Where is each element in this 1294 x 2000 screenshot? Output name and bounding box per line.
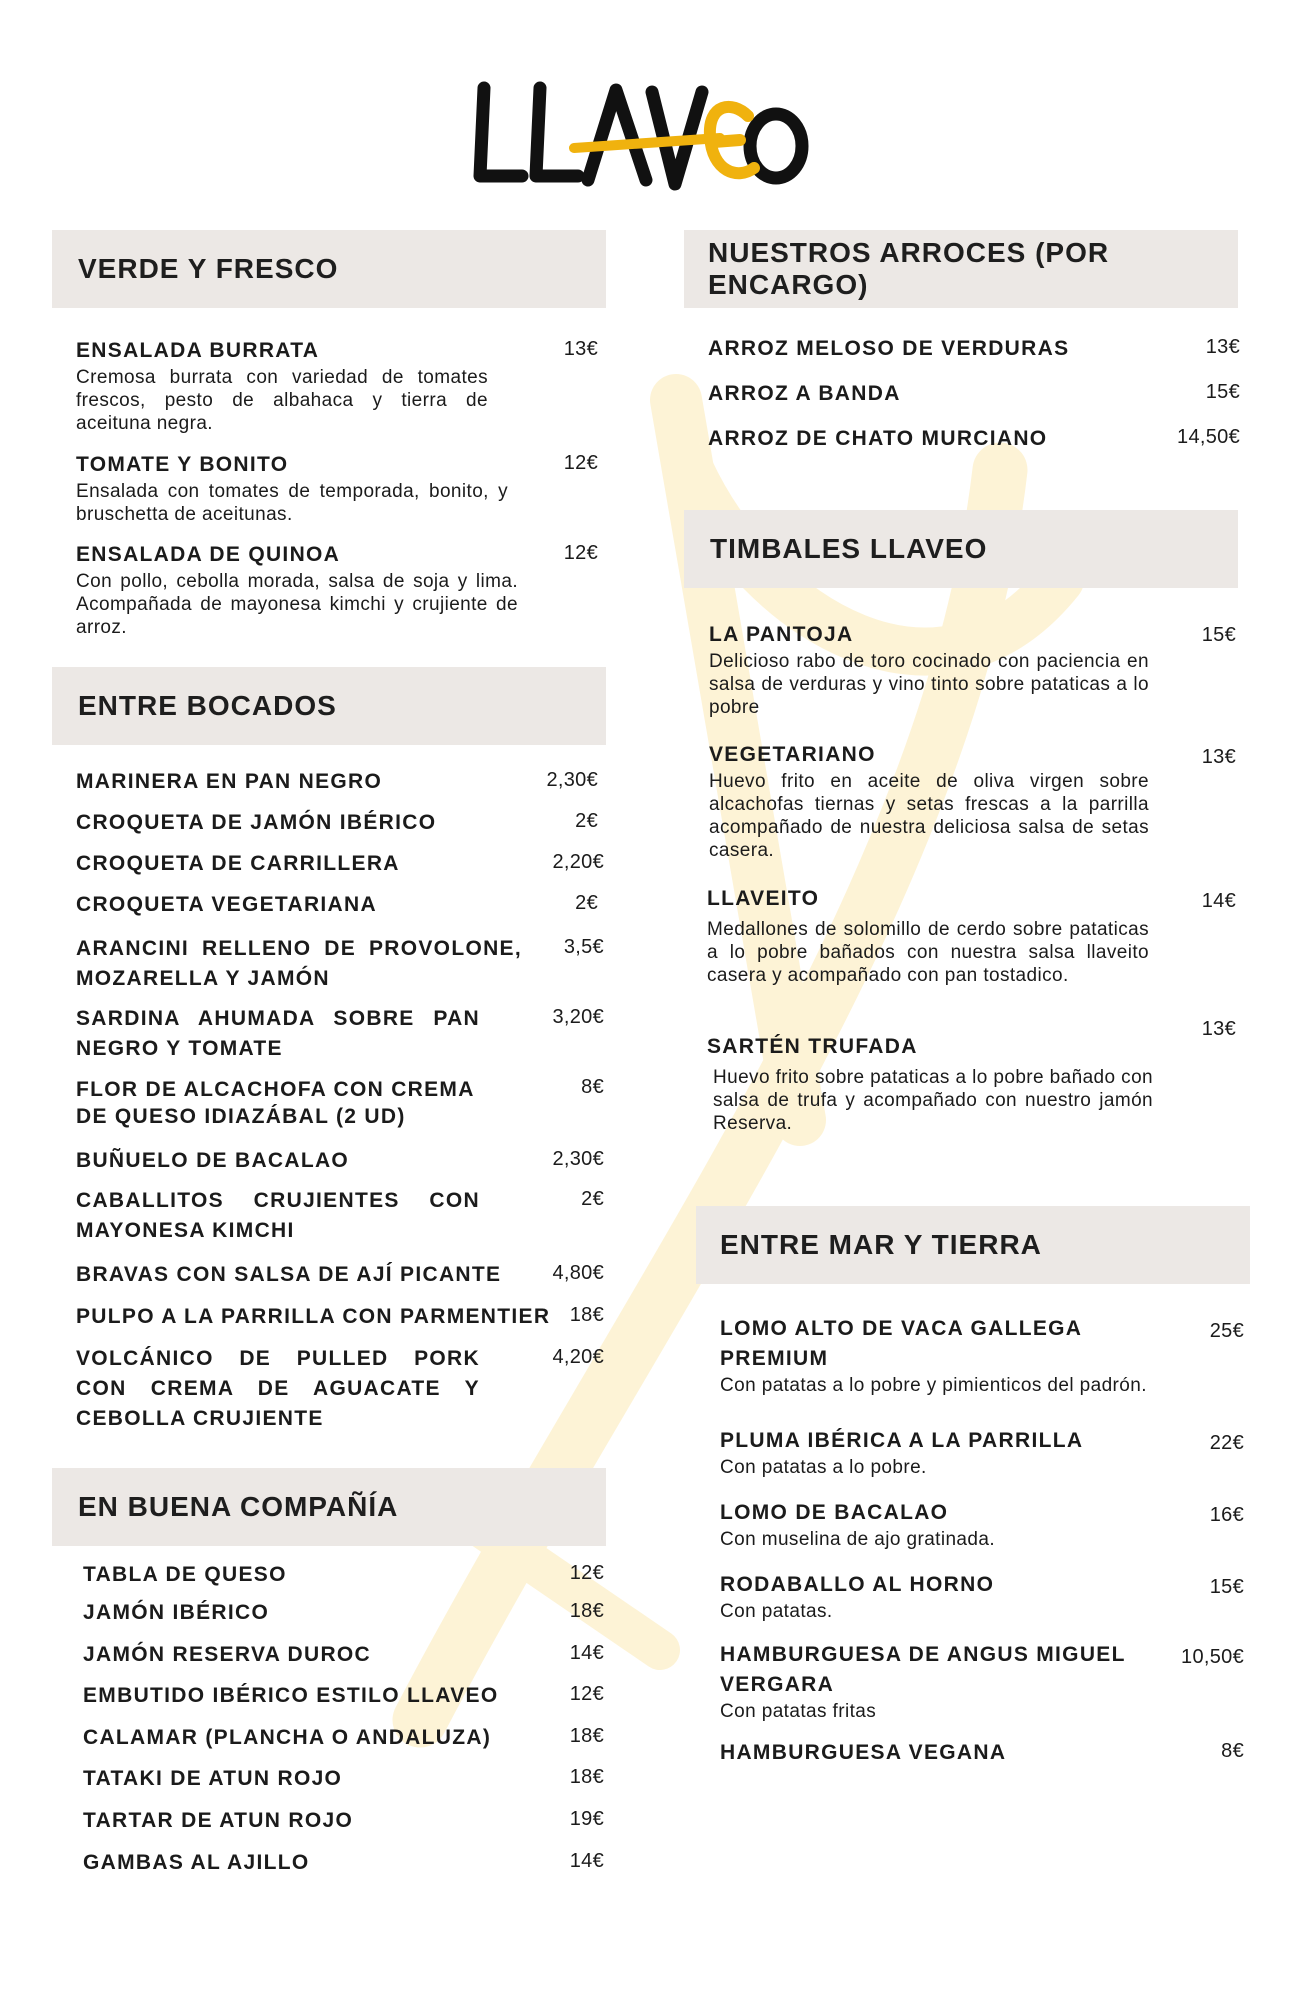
menu-item — [76, 540, 518, 639]
menu-item-name: CALAMAR (PLANCHA O ANDALUZA) — [83, 1726, 492, 1749]
menu-item-name: BUÑUELO DE BACALAO — [76, 1149, 350, 1172]
menu-item-name: TATAKI DE ATUN ROJO — [83, 1767, 343, 1790]
item-name: ENSALADA BURRATA — [76, 339, 320, 362]
section-header-arroces: NUESTROS ARROCES (POR ENCARGO) — [684, 230, 1238, 308]
item-price: 8€ — [1221, 1740, 1244, 1762]
item-price: 2,30€ — [552, 1148, 604, 1170]
section-header-verde: VERDE Y FRESCO — [52, 230, 606, 308]
item-price: 2,20€ — [552, 851, 604, 873]
item-price: 12€ — [569, 1683, 604, 1705]
menu-item-name: ARROZ DE CHATO MURCIANO — [708, 427, 1048, 450]
item-name: TOMATE Y BONITO — [76, 453, 289, 476]
item-description: Con patatas. — [720, 1601, 833, 1622]
menu-item-name: EMBUTIDO IBÉRICO ESTILO LLAVEO — [83, 1684, 499, 1707]
item-name: LLAVEITO — [707, 887, 820, 910]
item-price: 2€ — [575, 892, 598, 914]
item-description: Con patatas fritas — [720, 1701, 877, 1722]
menu-item-name: CROQUETA DE JAMÓN IBÉRICO — [76, 811, 437, 834]
item-price: 2€ — [575, 810, 598, 832]
menu-item — [707, 884, 1149, 987]
item-name: PLUMA IBÉRICA A LA PARRILLA — [720, 1429, 1084, 1452]
menu-item — [720, 1640, 1162, 1723]
item-price: 3,5€ — [563, 936, 604, 958]
item-description: Con pollo, cebolla morada, salsa de soja y lima. Acompañada de mayonesa kimchi y crujiente de arroz. — [76, 571, 518, 638]
menu-item-name: GAMBAS AL AJILLO — [83, 1851, 310, 1874]
section-header-compania: EN BUENA COMPAÑÍA — [52, 1468, 606, 1546]
item-name: RODABALLO AL HORNO — [720, 1573, 995, 1596]
item-price: 18€ — [569, 1600, 604, 1622]
item-price: 16€ — [1209, 1504, 1244, 1526]
menu-item-name: CABALLITOS CRUJIENTES CON MAYONESA KIMCHI — [76, 1189, 480, 1242]
menu-item-name: TARTAR DE ATUN ROJO — [83, 1809, 354, 1832]
menu-item — [709, 740, 1149, 862]
item-name: LA PANTOJA — [709, 623, 854, 646]
menu-item-name: HAMBURGUESA VEGANA — [720, 1741, 1007, 1764]
menu-item — [707, 1032, 1153, 1135]
section-header-timbales: TIMBALES LLAVEO — [684, 510, 1238, 588]
item-description: Delicioso rabo de toro cocinado con paciencia en salsa de verduras y vino tinto sobre pataticas a lo pobre — [709, 651, 1149, 718]
menu-item — [720, 1426, 1162, 1479]
menu-item-name: CROQUETA DE CARRILLERA — [76, 852, 400, 875]
menu-item-name: BRAVAS CON SALSA DE AJÍ PICANTE — [76, 1263, 502, 1286]
item-price: 14€ — [569, 1642, 604, 1664]
menu-item — [76, 450, 508, 526]
item-price: 13€ — [1205, 336, 1240, 358]
menu-item-name: JAMÓN RESERVA DUROC — [83, 1643, 372, 1666]
item-price: 13€ — [563, 338, 598, 360]
item-price: 12€ — [569, 1562, 604, 1584]
menu-item-name: JAMÓN IBÉRICO — [83, 1601, 270, 1624]
item-price: 10,50€ — [1181, 1646, 1244, 1668]
menu-item-name: PULPO A LA PARRILLA CON PARMENTIER — [76, 1305, 551, 1328]
item-description: Huevo frito sobre pataticas a lo pobre bañado con salsa de trufa y acompañado con nuestro jamón Reserva. — [713, 1067, 1153, 1134]
item-price: 4,80€ — [552, 1262, 604, 1284]
section-header-bocados: ENTRE BOCADOS — [52, 667, 606, 745]
item-price: 15€ — [1209, 1576, 1244, 1598]
item-price: 2,30€ — [546, 769, 598, 791]
menu-item-name: FLOR DE ALCACHOFA CON CREMA DE QUESO IDIAZÁBAL (2 UD) — [76, 1078, 474, 1128]
menu-item — [76, 336, 488, 435]
menu-item-name: CROQUETA VEGETARIANA — [76, 893, 377, 916]
menu-item-name: SARDINA AHUMADA SOBRE PAN NEGRO Y TOMATE — [76, 1007, 480, 1060]
item-name: LOMO DE BACALAO — [720, 1501, 949, 1524]
item-name: ENSALADA DE QUINOA — [76, 543, 341, 566]
item-price: 12€ — [563, 542, 598, 564]
item-description: Con patatas a lo pobre. — [720, 1457, 927, 1478]
section-header-mar: ENTRE MAR Y TIERRA — [696, 1206, 1250, 1284]
item-price: 2€ — [581, 1188, 604, 1210]
item-price: 3,20€ — [552, 1006, 604, 1028]
item-price: 18€ — [569, 1766, 604, 1788]
item-price: 18€ — [569, 1304, 604, 1326]
item-description: Medallones de solomillo de cerdo sobre pataticas a lo pobre bañados con nuestra salsa llaveito casera y acompañado con pan tostadico. — [707, 919, 1149, 986]
item-price: 8€ — [581, 1076, 604, 1098]
item-price: 15€ — [1205, 381, 1240, 403]
menu-item-name: ARROZ MELOSO DE VERDURAS — [708, 337, 1070, 360]
llaveo-logo — [470, 80, 810, 198]
menu-item — [720, 1570, 1162, 1623]
item-name: SARTÉN TRUFADA — [707, 1035, 918, 1058]
menu-item-name: ARROZ A BANDA — [708, 382, 901, 405]
item-price: 13€ — [1201, 746, 1236, 768]
item-price: 22€ — [1209, 1432, 1244, 1454]
menu-item — [709, 620, 1149, 719]
item-price: 13€ — [1201, 1018, 1236, 1040]
item-name: VEGETARIANO — [709, 743, 876, 766]
item-price: 12€ — [563, 452, 598, 474]
item-description: Huevo frito en aceite de oliva virgen sobre alcachofas tiernas y setas frescas a la parrilla acompañado de nuestra deliciosa salsa de setas casera. — [709, 771, 1149, 861]
item-description: Con patatas a lo pobre y pimienticos del padrón. — [720, 1375, 1147, 1396]
item-price: 4,20€ — [552, 1346, 604, 1368]
item-price: 19€ — [569, 1808, 604, 1830]
item-description: Con muselina de ajo gratinada. — [720, 1529, 996, 1550]
menu-item-name: MARINERA EN PAN NEGRO — [76, 770, 383, 793]
item-description: Ensalada con tomates de temporada, bonito, y bruschetta de aceitunas. — [76, 481, 508, 525]
item-description: Cremosa burrata con variedad de tomates frescos, pesto de albahaca y tierra de aceituna negra. — [76, 367, 488, 434]
menu-item — [720, 1498, 1162, 1551]
menu-item-name: ARANCINI RELLENO DE PROVOLONE, MOZARELLA Y JAMÓN — [76, 937, 522, 990]
item-name: LOMO ALTO DE VACA GALLEGA PREMIUM — [720, 1317, 1082, 1370]
item-price: 25€ — [1209, 1320, 1244, 1342]
menu-item-name: TABLA DE QUESO — [83, 1563, 287, 1586]
menu-item-name: VOLCÁNICO DE PULLED PORK CON CREMA DE AGUACATE Y CEBOLLA CRUJIENTE — [76, 1347, 480, 1430]
item-price: 14€ — [569, 1850, 604, 1872]
item-price: 14€ — [1201, 890, 1236, 912]
item-price: 14,50€ — [1177, 426, 1240, 448]
item-name: HAMBURGUESA DE ANGUS MIGUEL VERGARA — [720, 1643, 1126, 1696]
item-price: 15€ — [1201, 624, 1236, 646]
menu-item — [720, 1314, 1162, 1397]
item-price: 18€ — [569, 1725, 604, 1747]
